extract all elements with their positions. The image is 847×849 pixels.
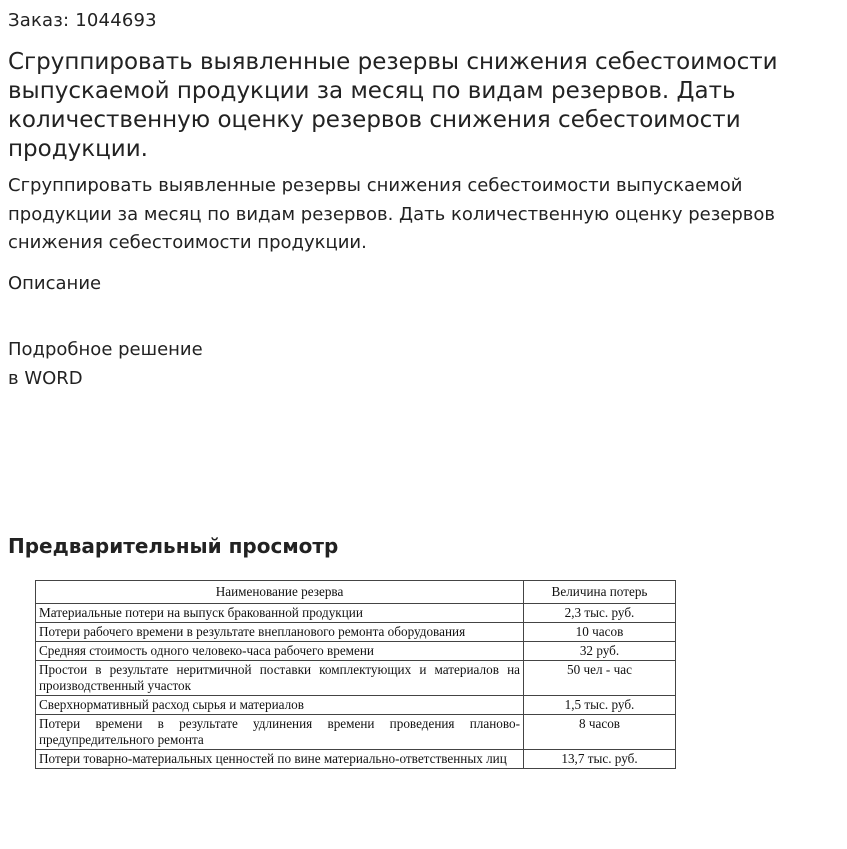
table-row bbox=[36, 696, 676, 715]
description-heading: Описание bbox=[8, 273, 102, 294]
header-loss-value: Величина потерь bbox=[524, 581, 676, 604]
header-reserve-name: Наименование резерва bbox=[36, 581, 524, 604]
table-row bbox=[36, 604, 676, 623]
loss-value: 50 чел - час bbox=[524, 661, 676, 696]
order-label: Заказ: bbox=[8, 10, 70, 31]
table-row bbox=[36, 715, 676, 750]
loss-value: 8 часов bbox=[524, 715, 676, 750]
solution-line-2: в WORD bbox=[8, 368, 83, 389]
preview-title: Предварительный просмотр bbox=[8, 534, 339, 558]
reserve-name: Потери времени в результате удлинения времени проведения планово-предупредительного ремонта bbox=[36, 715, 524, 750]
page-title: Сгруппировать выявленные резервы снижения себестоимости выпускаемой продукции за месяц по видам резервов. Дать количественную оценку резервов снижения себестоимости продукции. bbox=[8, 49, 778, 162]
loss-value: 10 часов bbox=[524, 623, 676, 642]
loss-value: 1,5 тыс. руб. bbox=[524, 696, 676, 715]
loss-value: 32 руб. bbox=[524, 642, 676, 661]
solution-line-1: Подробное решение bbox=[8, 339, 203, 360]
reserves-table bbox=[35, 580, 676, 769]
table-header-row bbox=[36, 581, 676, 604]
table-row bbox=[36, 750, 676, 769]
reserve-name: Сверхнормативный расход сырья и материалов bbox=[36, 696, 524, 715]
solution-info bbox=[8, 335, 203, 393]
table-row bbox=[36, 623, 676, 642]
reserve-name: Простои в результате неритмичной поставки комплектующих и материалов на производственный участок bbox=[36, 661, 524, 696]
table-row bbox=[36, 661, 676, 696]
reserve-name: Потери товарно-материальных ценностей по вине материально-ответственных лиц bbox=[36, 750, 524, 769]
reserve-name: Потери рабочего времени в результате внепланового ремонта оборудования bbox=[36, 623, 524, 642]
loss-value: 13,7 тыс. руб. bbox=[524, 750, 676, 769]
loss-value: 2,3 тыс. руб. bbox=[524, 604, 676, 623]
reserve-name: Средняя стоимость одного человеко-часа рабочего времени bbox=[36, 642, 524, 661]
reserve-name: Материальные потери на выпуск бракованной продукции bbox=[36, 604, 524, 623]
description-text: Сгруппировать выявленные резервы снижения себестоимости выпускаемой продукции за месяц по видам резервов. Дать количественную оценку резервов снижения себестоимости продукции. bbox=[8, 175, 776, 253]
table-row bbox=[36, 642, 676, 661]
order-number: 1044693 bbox=[75, 10, 157, 31]
order-line bbox=[8, 10, 157, 31]
